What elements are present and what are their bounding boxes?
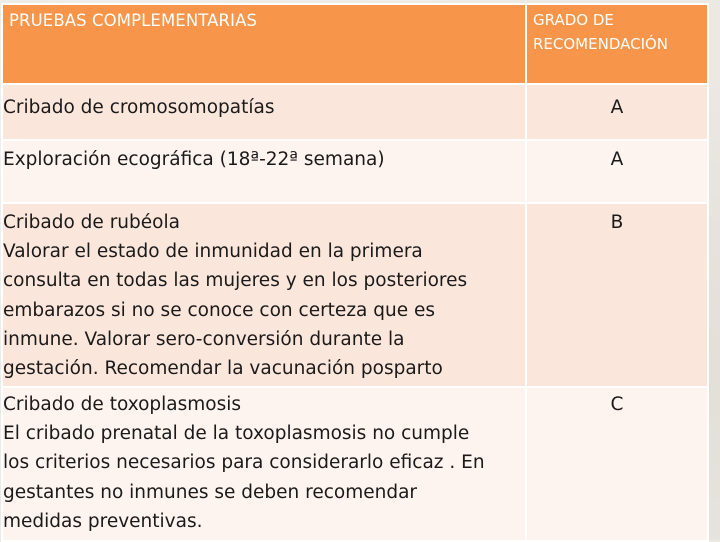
test-description-line: medidas preventivas. <box>3 510 203 532</box>
header-tests: PRUEBAS COMPLEMENTARIAS <box>2 4 526 84</box>
test-description-line: El cribado prenatal de la toxoplasmosis no cumple <box>3 423 470 445</box>
grade-cell: A <box>526 140 708 203</box>
header-grade-line-2: RECOMENDACIÓN <box>533 35 669 53</box>
test-description-line: embarazos si no se conoce con certeza que es <box>3 299 435 321</box>
recommendations-table <box>1 3 709 542</box>
grade-cell: C <box>526 387 708 541</box>
table-row <box>2 203 708 387</box>
test-cell <box>2 140 526 203</box>
test-description-line: consulta en todas las mujeres y en los posteriores <box>3 270 468 292</box>
table-row <box>2 84 708 140</box>
grade-cell: B <box>526 203 708 387</box>
test-cell <box>2 387 526 541</box>
test-title: Cribado de cromosomopatías <box>3 97 275 118</box>
test-description-line: gestantes no inmunes se deben recomendar <box>3 481 418 503</box>
header-grade <box>526 4 708 84</box>
test-cell <box>2 203 526 387</box>
test-title: Cribado de rubéola <box>3 212 180 233</box>
table-header-row <box>2 4 708 84</box>
test-description-line: Valorar el estado de inmunidad en la primera <box>3 241 423 263</box>
test-title: Exploración ecográfica (18ª-22ª semana) <box>3 149 385 170</box>
table-row <box>2 387 708 541</box>
test-description-line: los criterios necesarios para considerarlo eficaz . En <box>3 452 485 474</box>
test-title: Cribado de toxoplasmosis <box>3 394 242 415</box>
test-description-line: gestación. Recomendar la vacunación posparto <box>3 358 443 380</box>
table-row <box>2 140 708 203</box>
test-cell <box>2 84 526 140</box>
header-grade-line-1: GRADO DE <box>533 11 614 29</box>
test-description-line: inmune. Valorar sero-conversión durante la <box>3 328 405 350</box>
grade-cell: A <box>526 84 708 140</box>
